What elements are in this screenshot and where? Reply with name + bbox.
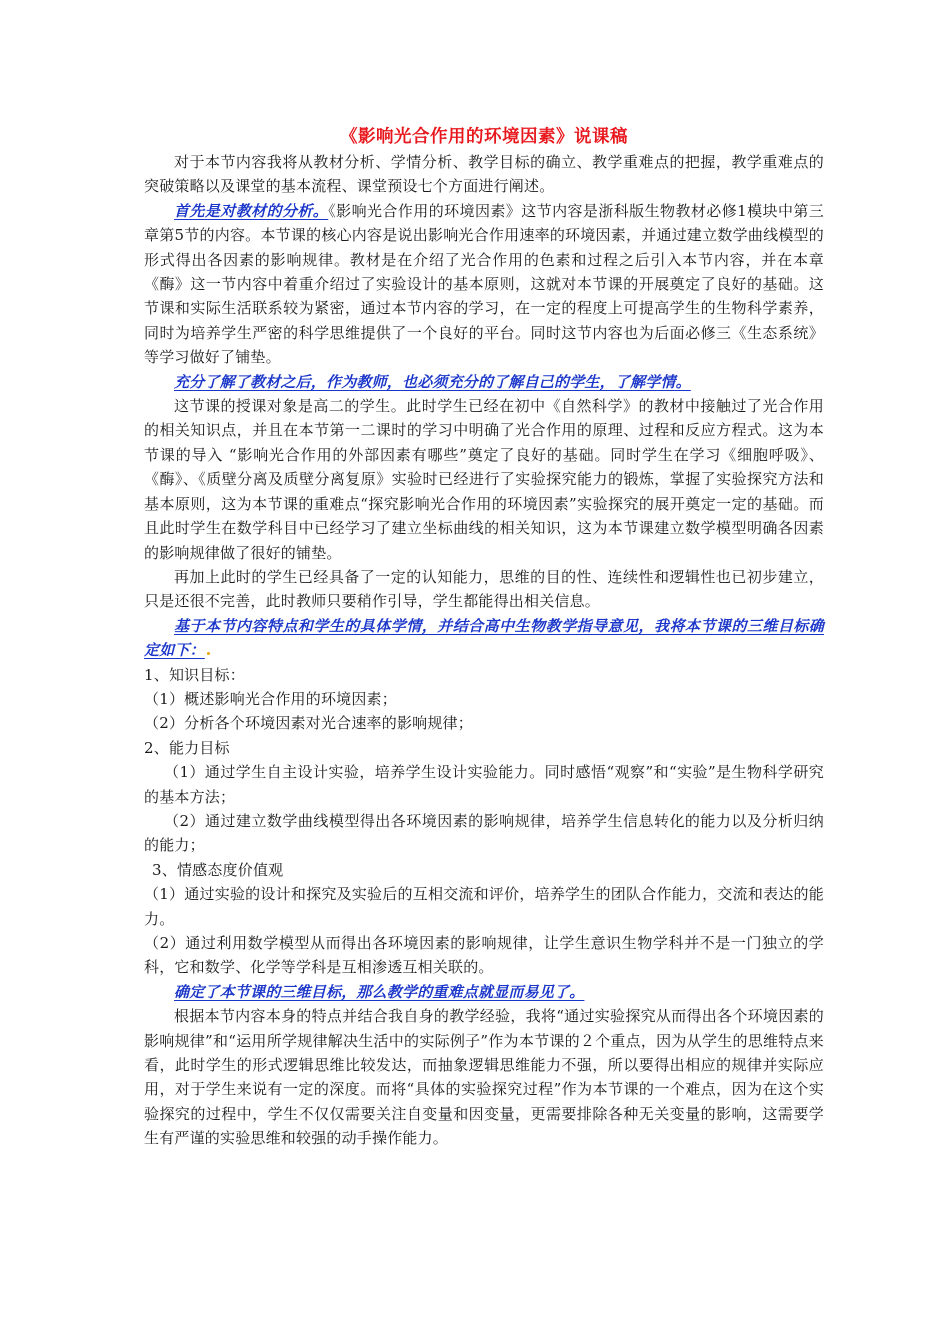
objectives-heading: 基于本节内容特点和学生的具体学情，并结合高中生物教学指导意见，我将本节课的三维目标确定如下： [144,616,824,660]
ability-objective-item-2: （2）通过建立数学曲线模型得出各环境因素的影响规律，培养学生信息转化的能力以及分析归纳的能力； [144,811,824,855]
emotion-objective-item-1: （1）通过实验的设计和探究及实验后的互相交流和评价，培养学生的团队合作能力，交流和表达的能力。 [144,885,824,928]
edit-mark-icon [207,652,210,655]
emotion-objective-title: 3、情感态度价值观 [152,860,284,879]
document-title: 《影响光合作用的环境因素》说课稿 [340,127,628,147]
ability-objective-title: 2、能力目标 [144,738,230,757]
knowledge-objective-item-1: （1）概述影响光合作用的环境因素； [144,689,397,708]
objectives-heading-paragraph [144,614,824,663]
keypoints-heading-paragraph [144,980,824,1004]
textbook-analysis-paragraph [144,199,824,370]
student-analysis-paragraph-1: 这节课的授课对象是高二的学生。此时学生已经在初中《自然科学》的教材中接触过了光合作用的相关知识点，并且在本节第一二课时的学习中明确了光合作用的原理、过程和反应方程式。这为本节课的导入 “影响光合作用的外部因素有哪些”奠定了良好的基础。同时学生在学习《细胞呼吸》、《酶》、《质壁分离及质壁分离复原》实验时已经进行了实验探究能力的锻炼，掌握了实验探究方法和基本原则，这为本节课的重难点“探究影响光合作用的环境因素”实验探究的展开奠定一定的基础。而且此时学生在数学科目中已经学习了建立坐标曲线的相关知识，这为本节课建立数学模型明确各因素的影响规律做了很好的铺垫。 [144,397,824,562]
textbook-analysis-body: 《影响光合作用的环境因素》这节内容是浙科版生物教材必修1模块中第三章第5节的内容。本节课的核心内容是说出影响光合作用速率的环境因素，并通过建立数学曲线模型的形式得出各因素的影响规律。教材是在介绍了光合作用的色素和过程之后引入本节内容，并在本章《酶》这一节内容中着重介绍过了实验设计的基本原则，这就对本节课的开展奠定了良好的基础。这节课和实际生活联系较为紧密，通过本节内容的学习，在一定的程度上可提高学生的生物科学素养，同时为培养学生严密的科学思维提供了一个良好的平台。同时这节内容也为后面必修三《生态系统》等学习做好了铺垫。 [144,201,824,367]
student-analysis-heading-paragraph [144,370,824,394]
knowledge-objective-title: 1、知识目标： [144,665,245,684]
keypoints-heading: 确定了本节课的三维目标，那么教学的重难点就显而易见了。 [174,982,585,1001]
document-page [144,124,824,1151]
student-analysis-heading: 充分了解了教材之后，作为教师，也必须充分的了解自己的学生，了解学情。 [174,372,691,391]
intro-paragraph: 对于本节内容我将从教材分析、学情分析、教学目标的确立、教学重难点的把握，教学重难点的突破策略以及课堂的基本流程、课堂预设七个方面进行阐述。 [144,153,824,196]
ability-objective-item-1: （1）通过学生自主设计实验，培养学生设计实验能力。同时感悟“观察”和“实验”是生物科学研究的基本方法； [144,763,824,806]
textbook-analysis-heading: 首先是对教材的分析。 [174,201,329,220]
student-analysis-paragraph-2: 再加上此时的学生已经具备了一定的认知能力，思维的目的性、连续性和逻辑性也已初步建立，只是还很不完善，此时教师只要稍作引导，学生都能得出相关信息。 [144,567,824,611]
emotion-objective-item-2: （2）通过利用数学模型从而得出各环境因素的影响规律，让学生意识生物学科并不是一门独立的学科，它和数学、化学等学科是互相渗透互相关联的。 [144,934,824,977]
knowledge-objective-item-2: （2）分析各个环境因素对光合速率的影响规律； [144,714,473,733]
keypoints-paragraph: 根据本节内容本身的特点并结合我自身的教学经验，我将“通过实验探究从而得出各个环境因素的影响规律”和“运用所学规律解决生活中的实际例子”作为本节课的２个重点，因为从学生的思维特点来看，此时学生的形式逻辑思维比较发达，而抽象逻辑思维能力不强，所以要得出相应的规律并实际应用，对于学生来说有一定的深度。而将“具体的实验探究过程”作为本节课的一个难点，因为在这个实验探究的过程中，学生不仅仅需要关注自变量和因变量，更需要排除各种无关变量的影响，这需要学生有严谨的实验思维和较强的动手操作能力。 [144,1007,824,1148]
